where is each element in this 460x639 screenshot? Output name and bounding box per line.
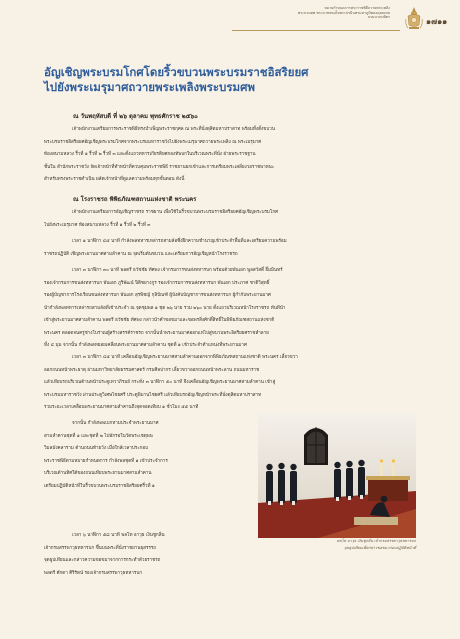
text-line: รองเจ้ากรมการขนส่งทหารบก พันเอก ภูริพัฒน์ ปิติชยางกูร รองเจ้ากรมการขนส่งทหารบก พันเอก ประภาศ ชาติวิสุทธิ์ [44, 280, 270, 286]
text-line: แล้วเทียบรถบริเวณด้านหน้าประตูเทวาภิรมย์ กระทั่ง ๓ นาฬิกา ๕๐ นาที จึงเคลื่อนอัญเชิญพระยานมาศสามลำคาน เข้าสู่ [44, 380, 276, 385]
paragraph [44, 418, 226, 493]
title-line: ไปยังพระเมรุมาศถวายพระเพลิงพระบรมศพ [44, 80, 255, 94]
text-line: พระนคร ตลอดจนครูช่างโบราณผู้สร้างสรรค์ราชรถ จากนั้นนำพระยานมาศออกแห่ไปสู่ขบวนพระอิสริยยศราชลำลาย [44, 330, 269, 336]
royal-crest-icon [404, 6, 424, 32]
text-line: รองผู้บัญชาการโรงเรียนขนส่งทหารบก พันเอก สุรพิชญ์ กุลิปัณฑ์ ผู้บังคับบัญชาการขนส่งทหารบก ผู้กำกับพระยานมาศ [44, 293, 271, 298]
header-line: หมายกำหนดการพระราชพิธีถวายพระเพลิง [324, 6, 390, 10]
text-line: วิมลมังคลาราม ด้านถนนท้ายวัง เมื่อใกล้เวลาประกอบ [44, 446, 149, 451]
text-line: สามลำคานชุดที่ ๑ และชุดที่ ๒ ไปพักรอในวัดพระเชตุพน [44, 433, 153, 439]
text-line: พระราชพิธีตามหมายกำหนดการ กำลังพลชุดที่ ๑ เข้าประจำการ [44, 458, 168, 464]
text-line: นำกำลังพลทหารเหล่ารถสามล้อที่เข้าประจำ ณ จุดชุมพล ๑ ชุด ๒๖ นาย รวม ๒๖๐ นาย ตั้งแถวบริเวณหน้าโรงราชรถ ทันทีนำ [44, 305, 286, 311]
text-line: จุดธูปเทียนและกล่าวความขอขมาจากการกระทำด้วยราชรถ [44, 558, 161, 563]
ceremony-photo [258, 413, 416, 538]
photo-caption [258, 538, 416, 552]
text-line: เข้าสู่พระยานมาศสามลำคาน พลตรี ธวัชชัย ทัศพง กล่าวนำคำขอขมาและขอพรสิ่งศักดิ์สิทธิ์ในพิพิธภัณฑสถานแห่งชาติ [44, 318, 275, 323]
title-line: อัญเชิญพระบรมโกศโดยริ้วขบวนพระบรมราชอิสริยยศ [44, 65, 309, 79]
text-line: พลตรี ศักดา ศิริรัตน์ รองเจ้ากรมสรรพาวุธทหารบก [44, 570, 143, 576]
text-line: เวลา ๑ นาฬิกา ๔๕ นาที กำลังพลทหารเหล่ารถสามล้อซึ่งฝึกความชำนาญเข้าประจำพื้นที่และเตรียมความพร้อม [72, 239, 287, 244]
paragraph [44, 265, 285, 353]
text-line: เวลา ๓ นาฬิกา ๔๕ นาที เคลื่อนอัญเชิญพระยานมาศสามลำคานออกจากพิพิธภัณฑสถานแห่งชาติ พระนคร เลี้ยวขวา [72, 355, 298, 360]
ceremony-photo-illustration [258, 413, 416, 538]
paragraph [44, 207, 278, 232]
text-line: เจ้าพนักงานเตรียมการพระราชพิธีทรงบำเพ็ญพระราชกุศล ณ พระที่นั่งดุสิตมหาปราสาท พร้อมทั้งตั้งขบวน [72, 127, 275, 132]
text-line: รวมระยะเวลาเคลื่อนพระยานมาศสามลำคานถึงจุดจอดเทียบ ๑ ชั่วโมง ๕๕ นาที [44, 405, 199, 410]
text-line: ชั้นใน สำนักพระราชวัง จัดเจ้าหน้าที่ทำหน้าที่ควบคุมพระราชพิธี ราชยานยกเข้าและการเตรียมพระเสลี่ยงวอราชพาหนะ [44, 164, 275, 170]
text-line: บริเวณด้านทิศใต้ของถนนเทียบพระยานมาศสามลำคาน [44, 471, 152, 476]
text-line: ไปยังพระเมรุมาศ ท้องสนามหลวง ริ้วที่ ๑ ริ้วที่ ๒ ริ้วที่ ๓ [44, 222, 151, 228]
text-line: จากนั้น กำลังพลแบกหามประจำพระยานมาศ [72, 421, 159, 426]
text-line: ทั้ง ๔ มุม จากนั้น กำลังพลทยอยเคลื่อนพระยานมาศสามลำคาน ชุดที่ ๑ เข้าประจำตำแหน่งที่พระยานมาศ [44, 343, 247, 348]
text-line: ท้องสนามหลวง ริ้วที่ ๑ ริ้วที่ ๒ ริ้วที่ ๓ และตั้งแถวทหารเกียรติยศกองทัพบกในบริเวณพระที่นั่ง ฝ่ายพระราชฐาน [44, 152, 256, 157]
page-number: ๑๗๑๑ [426, 17, 448, 26]
text-line: เวลา ๖ นาฬิกา ๕๘ นาที พลโท อาวุธ เงินชูกลิ่น [72, 533, 165, 538]
text-line: เตรียมปฏิบัติหน้าที่ในริ้วขบวนพระบรมราชอิสริยยศริ้วที่ ๑ [44, 483, 155, 489]
text-line: เวลา ๓ นาฬิกา ๓๐ นาที พลตรี ธวัชชัย ทัศพง เจ้ากรมการขนส่งทหารบก พร้อมด้วยพันเอก พูลสวัสดิ์ ยิ้มมินทร์ [72, 268, 283, 273]
text-line: พระบรมราชอิสริยยศอัญเชิญพระบรมโกศจากพระบรมมหาราชวังไปยังพระเมรุมาศถวายพระเพลิง ณ พระเมรุมาศ [44, 139, 262, 145]
paragraph [44, 352, 298, 415]
text-line: เจ้ากรมสรรพาวุธทหารบก ขึ้นบนพระที่นั่งราชยานธุสรรรถ [44, 545, 157, 551]
text-line: เจ้าพนักงานเตรียมการอัญเชิญราชรถ ราชยาน เพื่อใช้ในริ้วขบวนพระบรมราชอิสริยยศอัญเชิญพระบรมโกศ [72, 210, 278, 215]
paragraph [44, 124, 275, 187]
header-line: พระบรมศพ พระบาทสมเด็จพระปรมินทรมหาภูมิพลอดุลยเดช [297, 10, 390, 15]
paragraph [44, 236, 287, 261]
caption-line: พลโท อาวุธ เงินชูกลิ่น เจ้ากรมสรรพาวุธทหารบก [336, 538, 416, 543]
section-heading-date: ณ วันพฤหัสบดี ที่ ๒๖ ตุลาคม พุทธศักราช ๒๕๖๐ [73, 113, 198, 120]
running-header [190, 6, 390, 20]
page-title [44, 65, 404, 95]
paragraph [44, 530, 226, 580]
section-heading-location: ณ โรงราชรถ พิพิธภัณฑสถานแห่งชาติ พระนคร [73, 196, 197, 203]
header-rule [232, 30, 400, 31]
header-line: บรมนาถบพิตร [367, 15, 390, 20]
text-line: ราชรถปฏิบัติ เชิญพระยานมาศสามลำคาน ณ จุดเริ่มต้นขบวน และเตรียมการอัญเชิญหน้าโรงราชรถ [44, 251, 238, 257]
caption-line: จุดธูปเทียนเพื่อกล่าวขอขมาก่อนปฏิบัติหน้าที่ [344, 544, 416, 550]
text-line: พระบรมมหาราชวัง ผ่านประตูวิเศษไชยศรี ประตูพิมานไชยศรี แล้วเทียบรถอัญเชิญหน้าพระที่นั่งดุสิตมหาปราสาท [44, 392, 262, 398]
text-line: ออกถนนหน้าพระธาตุ ผ่านมหาวิทยาลัยธรรมศาสตร์ กรมศิลปากร เลี้ยวขวาออกถนนหน้าพระลาน ถนนมหาราช [44, 367, 260, 373]
text-line: สำหรับทรงพระราชดำเนิน ผลัดเจ้าหน้าที่ดูแลความพร้อมทุกขั้นตอน ดังนี้ [44, 177, 185, 182]
